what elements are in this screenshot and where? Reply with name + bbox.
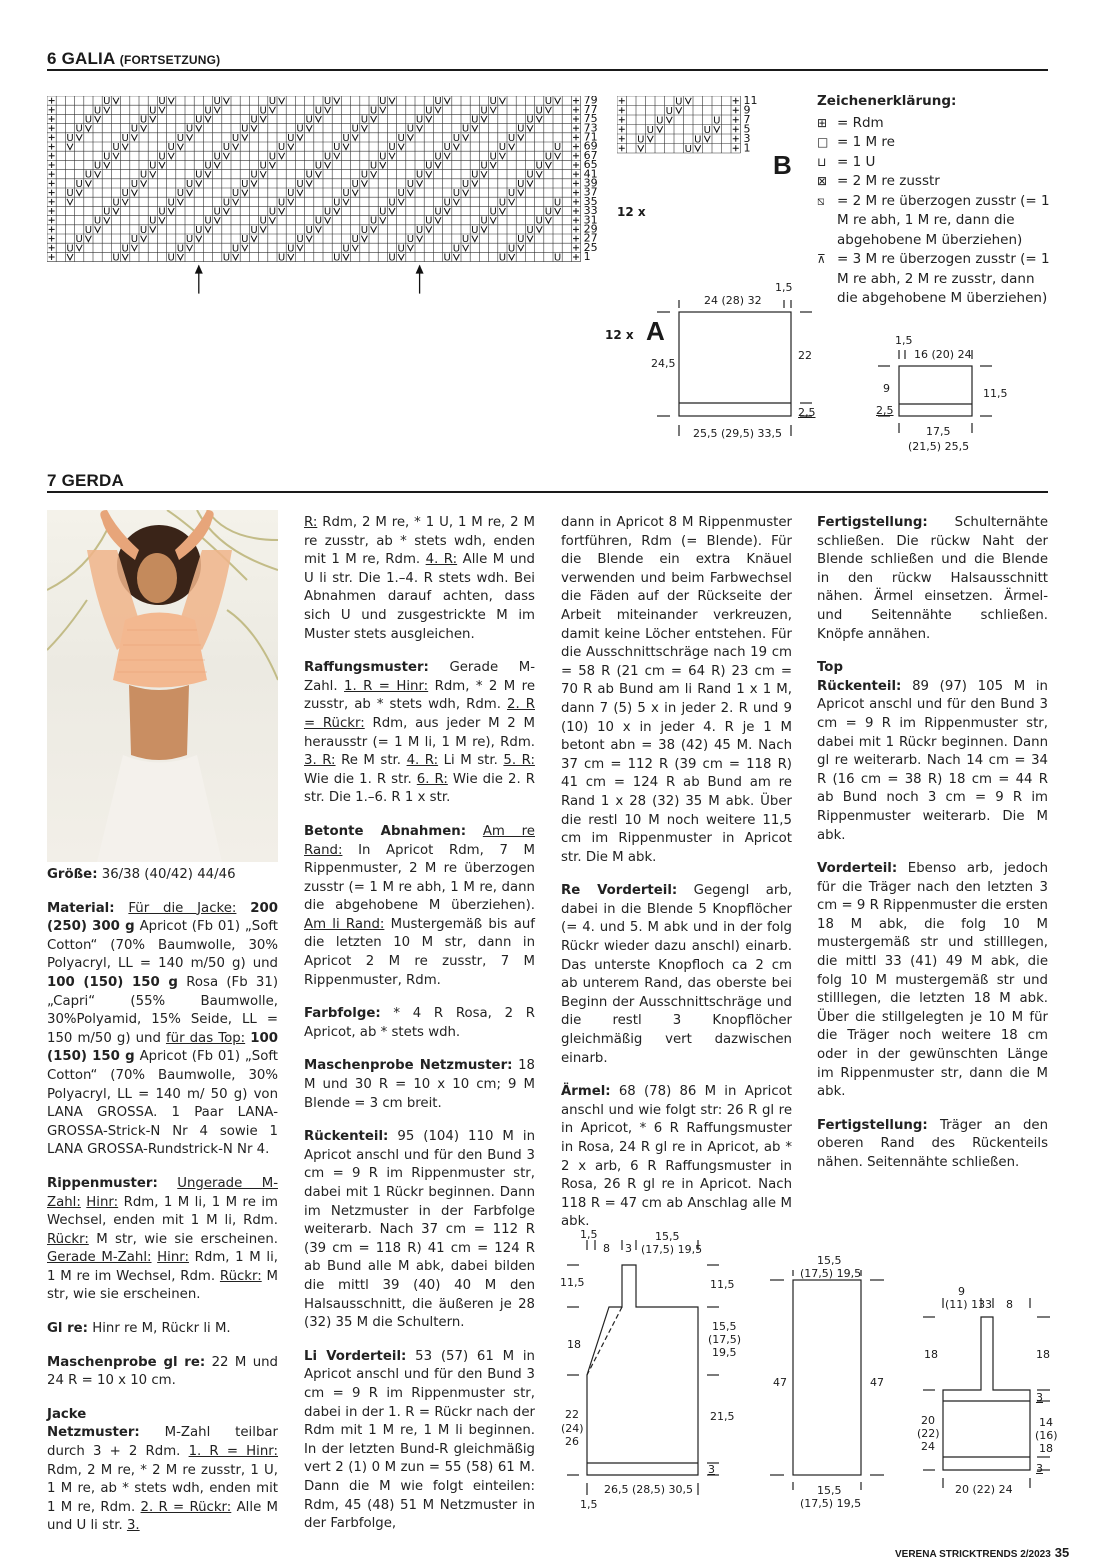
svg-text:U: U [268,151,277,163]
chart-b-repeat-label: 12 x [617,205,646,219]
dim-label: (22) [917,1427,940,1440]
svg-text:U: U [388,142,396,154]
svg-text:U: U [360,169,369,181]
svg-text:27: 27 [583,231,598,245]
svg-text:U: U [222,197,231,209]
svg-text:U: U [149,215,157,227]
svg-text:U: U [498,252,507,264]
svg-text:U: U [130,123,139,135]
svg-text:U: U [526,169,534,181]
svg-text:U: U [637,134,645,146]
svg-text:U: U [360,224,369,236]
svg-text:U: U [333,252,341,264]
svg-text:75: 75 [583,112,598,126]
svg-text:U: U [314,105,323,117]
svg-text:U: U [305,169,313,181]
legend-text: = 1 U [837,153,876,170]
svg-text:U: U [103,96,111,108]
svg-text:U: U [713,115,721,127]
svg-text:U: U [158,151,166,163]
dim-label: 9 [958,1285,965,1298]
dim-label: 20 (22) 24 [955,1483,1013,1496]
svg-text:U: U [544,206,553,218]
svg-text:U: U [277,197,286,209]
legend-text: = 3 M re überzogen zusstr (= 1 M re abh, 2 M re zusstr, dann die abgehobene M überziehen) [837,251,1050,306]
svg-text:U: U [213,206,221,218]
svg-text:U: U [526,114,534,126]
dim-label: 20 [921,1414,935,1427]
svg-text:U: U [241,178,249,190]
svg-text:U: U [415,224,424,236]
dim-label: 18 [1036,1348,1050,1361]
svg-text:U: U [231,188,240,200]
svg-text:U: U [425,105,433,117]
svg-text:U: U [461,123,470,135]
svg-text:U: U [167,142,175,154]
svg-text:U: U [703,124,711,136]
dim-label: 15,5 [655,1230,680,1243]
page-footer [895,1545,1069,1560]
svg-text:U: U [84,169,93,181]
legend-text: = Rdm [837,114,884,131]
svg-text:71: 71 [583,130,598,144]
svg-text:U: U [397,132,405,144]
dim-label: 1,5 [775,281,793,294]
svg-text:U: U [452,243,461,255]
dim-label: 2,5 [876,404,894,417]
dim-label: 11,5 [560,1276,585,1289]
legend-item [817,192,1052,251]
dim-label: 3 [985,1298,992,1311]
dim-label: 16 (20) 24 [914,348,972,361]
svg-text:U: U [259,105,267,117]
svg-text:U: U [369,160,378,172]
svg-text:U: U [489,206,497,218]
svg-text:3: 3 [743,132,751,145]
svg-text:U: U [351,234,359,246]
svg-text:U: U [480,160,488,172]
dim-label: 47 [870,1376,884,1389]
svg-text:U: U [517,234,525,246]
svg-text:U: U [480,105,488,117]
chart-a-letter: A [646,316,665,346]
svg-text:U: U [323,151,332,163]
svg-text:U: U [139,114,148,126]
svg-text:29: 29 [583,222,598,236]
dim-label: 14 [1039,1416,1053,1429]
svg-text:U: U [121,132,129,144]
svg-text:U: U [535,160,543,172]
svg-text:U: U [489,151,497,163]
svg-text:U: U [103,206,111,218]
dim-label: 24 [921,1440,935,1453]
svg-text:U: U [489,96,497,108]
dim-label: 22 [565,1408,579,1421]
svg-text:U: U [287,243,295,255]
svg-text:U: U [93,160,102,172]
svg-text:U: U [149,105,157,117]
svg-text:U: U [544,96,553,108]
svg-text:U: U [379,96,387,108]
svg-text:U: U [498,197,507,209]
dim-label: 22 [798,349,812,362]
svg-text:U: U [415,169,424,181]
svg-text:U: U [434,151,442,163]
svg-text:U: U [507,243,516,255]
dim-label: 15,5 [712,1320,737,1333]
magazine-name: VERENA STRICKTRENDS 2/2023 [895,1549,1051,1560]
svg-text:U: U [369,105,378,117]
dim-label: (17,5) [708,1333,742,1346]
svg-text:41: 41 [583,167,598,181]
svg-text:U: U [480,215,488,227]
knitting-chart-a [47,96,677,376]
svg-text:U: U [553,252,562,264]
svg-text:U: U [185,123,194,135]
section-title-galia: 6 GALIA (FORTSETZUNG) [47,49,221,68]
dim-label: 2,5 [798,406,816,419]
svg-text:1: 1 [743,141,751,155]
svg-text:U: U [204,105,212,117]
svg-text:U: U [231,243,240,255]
svg-text:39: 39 [583,176,598,190]
dim-label: 18 [924,1348,938,1361]
svg-text:11: 11 [743,96,758,107]
svg-text:73: 73 [583,121,598,135]
svg-text:U: U [75,178,83,190]
svg-text:U: U [314,215,323,227]
svg-text:U: U [112,197,120,209]
svg-text:U: U [195,224,203,236]
svg-text:U: U [507,188,516,200]
svg-text:U: U [333,197,341,209]
dim-label: 3 [625,1242,632,1255]
svg-text:U: U [204,160,212,172]
svg-text:U: U [471,114,479,126]
svg-text:U: U [66,188,74,200]
yarn-over-icon: ⊔ [817,154,827,169]
svg-text:25: 25 [583,240,598,254]
svg-text:U: U [149,160,157,172]
page-number: 35 [1054,1545,1070,1560]
svg-text:U: U [646,124,654,136]
svg-text:U: U [425,160,433,172]
svg-text:U: U [139,224,148,236]
svg-text:U: U [461,234,470,246]
svg-text:U: U [517,123,525,135]
svg-text:U: U [443,142,451,154]
k2tog-icon: ⊠ [817,174,828,188]
dim-label: 1,5 [895,334,913,347]
svg-text:69: 69 [583,139,598,153]
legend-item [817,114,1052,134]
svg-text:U: U [379,206,387,218]
svg-text:U: U [452,188,461,200]
text-column-2: R: Rdm, 2 M re, * 1 U, 1 M re, 2 M re zusstr, ab * stets wdh, enden mit 1 M re, Rdm. 4. R: Alle M und U li str. Die 1.–4. R stets wdh. Bei Abnahmen darauf achten, dass sich U und zusgestrickte M im Muster stets ausgleichen. Raffungsmuster: Gerade M-Zahl. 1. R = Hinr: Rdm, * 2 M re zusstr, ab * stets wdh, Rdm. 2. R = Rückr: Rdm, aus jeder M 2 M herausstr (= 1 M li, 1 M re), Rdm. 3. R: Re M str. 4. R: Li M str. 5. R: Wie die 1. R str. 6. R: Wie die 2. R str. Die 1.–6. R 1 x str. Betonte Abnahmen: Am re Rand: In Apricot Rdm, 7 M Rippenmuster, 2 M re überzogen zusstr (= 1 M re abh, 1 M re, dann die abgehobene M überziehen). Am li Rand: Mustergemäß bis auf die letzten 10 M str, dann in Apricot 2 M re zusstr, 7 M Rippenmuster, Rdm. Farbfolge: * 4 R Rosa, 2 R Apricot, ab * stets wdh. Maschenprobe Netzmuster: 18 M und 30 R = 10 x 10 cm; 9 M Blende = 3 cm breit. Rückenteil: 95 (104) 110 M in Apricot anschl und für den Bund 3 cm = 9 R im Rippenmuster str, dabei mit 1 Rückr beginnen. Dann im Netzmuster in der Farbfolge weiterarb. Nach 37 cm = 112 R (39 cm = 118 R) 41 cm = 124 R ab Bund alle M abk, dabei bilden die mittl 39 (40) 40 M den Halsausschnitt, die äußeren je 28 (32) 35 M die Schultern. Li Vorderteil: 53 (57) 61 M in Apricot anschl und für den Bund 3 cm = 9 R im Rippenmuster str, dabei in der 1. R = Rückr nach der Rdm mit 1 M re, 1 M li beginnen. In der letzten Bund-R gleichmäßig vert 2 (1) 0 M zun = 55 (58) 61 M. Dann die M wie folgt einteilen: Rdm, 45 (48) 51 M Netzmuster in der Farbfolge, [304,515,536,1532]
svg-text:U: U [241,123,249,135]
dim-label: 11,5 [710,1278,735,1291]
svg-text:65: 65 [583,158,598,172]
svg-text:U: U [360,114,369,126]
dim-label: 18 [1039,1442,1053,1455]
ssk-icon: ⧅ [817,193,825,208]
section-rule [47,69,1048,71]
text-column-4: Fertigstellung: Schulternähte schließen. Die rückw Naht der Blende schließen und die Blende in den rückw Halsausschnitt nähen. Ärmel einsetzen. Ärmel- und Seitennähte schließen. Knöpfe annähen. Top Rückenteil: 89 (97) 105 M in Apricot anschl und für den Bund 3 cm = 9 R im Rippenmuster str, dabei mit 1 Rückr beginnen. Dann gl re weiterarb. Nach 14 cm = 34 R (16 cm = 38 R) 18 cm = 44 R ab Bund noch 3 cm = 9 R im Rippenmuster weiterarb. Die M abk. Vorderteil: Ebenso arb, jedoch für die Träger nach den letzten 3 cm = 9 R Rippenmuster die ersten 18 M abk, die folg 10 M mustergemäß str und stilllegen, die mittl 33 (41) 49 M abk, die folg 10 M mustergemäß str und stilllegen, die letzten 18 M abk. Über die stillgelegten je 10 M für die Träger noch weitere 18 cm oder in der gewünschten Länge im Rippenmuster str, dann die M abk. Fertigstellung: Träger an den oberen Rand des Rückenteils nähen. Seitennähte schließen. [817,515,1049,1170]
knit-stitch-icon: □ [817,135,829,149]
svg-text:U: U [185,234,194,246]
svg-text:U: U [507,132,516,144]
svg-text:U: U [277,252,286,264]
svg-text:U: U [121,243,129,255]
svg-text:U: U [287,132,295,144]
svg-text:U: U [158,96,166,108]
dim-label: 15,5 [817,1484,842,1497]
dim-label: 21,5 [710,1410,735,1423]
legend-item [817,250,1052,309]
svg-text:37: 37 [583,185,598,199]
svg-text:U: U [250,114,258,126]
svg-text:7: 7 [743,113,751,126]
dim-label: 24 (28) 32 [704,294,762,307]
svg-text:U: U [167,252,175,264]
svg-text:U: U [333,142,341,154]
dim-label: 1,5 [580,1498,598,1511]
svg-text:U: U [434,96,442,108]
svg-text:U: U [195,169,203,181]
text-column-3: dann in Apricot 8 M Rippenmuster fortführen, Rdm (= Blende). Für die Blende ein extra Knäuel verwenden und beim Farbwechsel die Fäden auf der Rückseite der Arbeit miteinander verkreuzen, damit keine Löcher entstehen. Für die Ausschnittschräge nach 19 cm = 58 R (21 cm = 64 R) 23 cm = 70 R ab Bund am li Rand 1 x 1 M, dann 7 (5) 5 x in jeder 2. R und 9 (10) 10 x in jeder 4. R je 1 M betont abn = 38 (42) 45 M. Nach 37 cm = 112 R (39 cm = 118 R) 41 cm = 124 R ab Bund am re Rand 1 x 28 (32) 35 M abk. Über die restl 10 M noch weitere 11,5 cm im Rippenmuster in Apricot str. Die M abk. Re Vorderteil: Gegengl arb, dabei in die Blende 5 Knopflöcher (= 4. und 5. M abk und in der folg Rückr wieder dazu anschl) einarb. Das unterste Knopfloch ca 2 cm ab unterem Rand, das oberste bei Beginn der Ausschnittschräge und die restl 3 Knopflöcher gleichmäßig vert dazwischen einarb. Ärmel: 68 (78) 86 M in Apricot anschl und wie folgt str: 26 R gl re in Apricot, * 6 R Raffungsmuster in Rosa, 24 R gl re in Apricot, ab * 2 x arb, 6 R Raffungsmuster in Rosa, 26 R gl re in Apricot. Nach 118 R = 47 cm ab Anschlag alle M abk. [561,515,792,1230]
svg-text:U: U [103,151,111,163]
svg-text:U: U [656,115,664,127]
dim-label: (17,5) 19,5 [641,1243,703,1256]
legend-text: = 1 M re [837,134,895,150]
svg-text:U: U [452,132,461,144]
svg-text:U: U [222,142,231,154]
svg-text:U: U [397,243,405,255]
svg-text:U: U [443,197,451,209]
schematic-top [905,1290,1055,1490]
svg-text:U: U [259,160,267,172]
svg-text:35: 35 [583,194,598,208]
svg-text:U: U [75,234,83,246]
svg-text:U: U [222,252,231,264]
svg-text:U: U [176,188,185,200]
svg-text:U: U [342,243,350,255]
svg-text:U: U [305,224,313,236]
svg-text:U: U [250,224,258,236]
svg-text:U: U [66,132,74,144]
svg-text:U: U [461,178,470,190]
section-title-gerda: 7 GERDA [47,471,124,490]
svg-text:U: U [675,96,683,108]
svg-text:U: U [471,224,479,236]
svg-text:U: U [93,215,102,227]
legend-item [817,172,1052,192]
svg-text:U: U [553,197,562,209]
section-rule [47,491,1048,493]
svg-text:U: U [415,114,424,126]
svg-text:U: U [268,96,277,108]
model-photo [47,510,278,862]
dim-label: (16) [1035,1429,1058,1442]
svg-text:U: U [287,188,295,200]
svg-text:U: U [498,142,507,154]
svg-text:U: U [425,215,433,227]
svg-text:U: U [305,114,313,126]
svg-text:U: U [314,160,323,172]
svg-text:U: U [66,243,74,255]
svg-text:U: U [517,178,525,190]
svg-text:U: U [526,224,534,236]
svg-text:U: U [130,234,139,246]
svg-text:U: U [112,142,120,154]
legend-item [817,153,1052,173]
svg-text:U: U [213,151,221,163]
legend-text: = 2 M re zusstr [837,173,940,189]
edge-stitch-icon: ⊞ [817,115,828,130]
svg-text:U: U [388,252,396,264]
svg-text:U: U [139,169,148,181]
svg-text:77: 77 [583,102,598,116]
svg-text:U: U [406,123,415,135]
svg-text:U: U [351,178,359,190]
svg-text:U: U [75,123,83,135]
svg-text:U: U [323,206,332,218]
svg-text:U: U [388,197,396,209]
dim-label: 24,5 [651,357,676,370]
svg-text:U: U [185,178,194,190]
svg-text:U: U [241,234,249,246]
svg-text:U: U [259,215,267,227]
dim-label: 15,5 [817,1254,842,1267]
legend-text: = 2 M re überzogen zusstr (= 1 M re abh, 1 M re, dann die abgehobene M überziehen) [837,192,1050,248]
dim-label: 19,5 [712,1346,737,1359]
svg-text:5: 5 [743,122,751,136]
svg-text:U: U [250,169,258,181]
knitting-chart-b [617,96,797,186]
svg-text:U: U [296,178,304,190]
svg-text:U: U [342,188,350,200]
svg-text:U: U [84,114,93,126]
svg-text:U: U [553,142,562,154]
svg-text:U: U [112,252,120,264]
chart-a-repeat-label: 12 x [605,328,634,342]
svg-text:U: U [176,243,185,255]
svg-text:U: U [176,132,185,144]
svg-text:U: U [231,132,240,144]
svg-text:U: U [397,188,405,200]
svg-text:U: U [379,151,387,163]
svg-text:U: U [342,132,350,144]
svg-text:31: 31 [583,213,598,227]
svg-text:U: U [167,197,175,209]
dim-label: (17,5) 19,5 [800,1267,862,1280]
svg-text:U: U [694,134,702,146]
svg-text:U: U [204,215,212,227]
svg-text:U: U [296,123,304,135]
svg-text:U: U [268,206,277,218]
svg-text:U: U [434,206,442,218]
dim-label: 3 [1036,1391,1043,1404]
svg-text:33: 33 [583,204,598,218]
svg-text:U: U [277,142,286,154]
legend-item [817,133,1052,153]
dim-label: (24) [561,1422,584,1435]
dim-label: 47 [773,1376,787,1389]
svg-text:U: U [93,105,102,117]
svg-text:U: U [544,151,553,163]
svg-text:U: U [296,234,304,246]
svg-text:67: 67 [583,148,598,162]
legend-title: Zeichenerklärung: [817,93,957,109]
sk2p-icon: ⊼ [817,252,826,266]
dim-label: 3 [1036,1462,1043,1475]
dim-label: 25,5 (29,5) 33,5 [693,427,783,440]
dim-label: 26,5 (28,5) 30,5 [604,1483,694,1496]
dim-label: 26 [565,1435,579,1448]
svg-text:U: U [121,188,129,200]
dim-label: 9 [883,382,890,395]
svg-text:U: U [369,215,378,227]
dim-label: 3 [708,1463,715,1476]
svg-text:U: U [406,178,415,190]
dim-label: 8 [1006,1298,1013,1311]
svg-text:U: U [684,143,692,155]
svg-text:U: U [471,169,479,181]
dim-label: (17,5) 19,5 [800,1497,862,1510]
text-column-1: Größe: 36/38 (40/42) 44/46 Material: Für die Jacke: 200 (250) 300 g Apricot (Fb 01) „Soft Cotton“ (70% Baumwolle, 30% Polyacryl, LL = 140 m/50 g) und 100 (150) 150 g Rosa (Fb 31) „Capri“ (55% Baumwolle, 30%Polyamid, 15% Seide, LL = 150 m/50 g) und für das Top: 100 (150) 150 g Apricot (Fb 01) „Soft Cotton“ (70% Baumwolle, 30% Polyacryl, LL = 140 m/ 50 g) von LANA GROSSA. 1 Paar LANA-GROSSA-Strick-N Nr 4 sowie 1 LANA GROSSA-Rundstrick-N Nr 4. Rippenmuster: Ungerade M-Zahl: Hinr: Rdm, 1 M li, 1 M re im Wechsel, enden mit 1 M li, Rdm. Rückr: M str, wie sie erscheinen. Gerade M-Zahl: Hinr: Rdm, 1 M li, 1 M re im Wechsel, Rdm. Rückr: M str, wie sie erscheinen. Gl re: Hinr re M, Rückr li M. Maschenprobe gl re: 22 M und 24 R = 10 x 10 cm. Jacke Netzmuster: M-Zahl teilbar durch 3 + 2 Rdm. 1. R = Hinr: Rdm, 2 M re, * 2 M re zusstr, 1 U, 1 M re, ab * stets wdh, enden mit 1 M re, Rdm. 2. R = Rückr: Alle M und U li str. 3. [47,867,279,1534]
dim-label: 18 [567,1338,581,1351]
dim-label: 11,5 [983,387,1008,400]
dim-label: (11) 13 [945,1298,986,1311]
svg-text:U: U [213,96,221,108]
svg-text:U: U [406,234,415,246]
svg-text:U: U [351,123,359,135]
svg-text:U: U [130,178,139,190]
dim-label: 17,5 [926,425,951,438]
dim-label: 1,5 [580,1228,598,1241]
dim-label: (21,5) 25,5 [908,440,970,453]
legend [817,92,1052,309]
svg-text:U: U [665,105,673,117]
svg-text:U: U [195,114,203,126]
svg-text:79: 79 [583,96,598,107]
svg-text:U: U [535,215,543,227]
svg-text:9: 9 [743,103,751,117]
svg-text:U: U [84,224,93,236]
svg-text:U: U [443,252,451,264]
svg-text:U: U [535,105,543,117]
svg-text:U: U [323,96,332,108]
chart-b-letter: B [773,150,792,180]
svg-text:1: 1 [583,250,591,264]
dim-label: 8 [603,1242,610,1255]
svg-text:U: U [158,206,166,218]
